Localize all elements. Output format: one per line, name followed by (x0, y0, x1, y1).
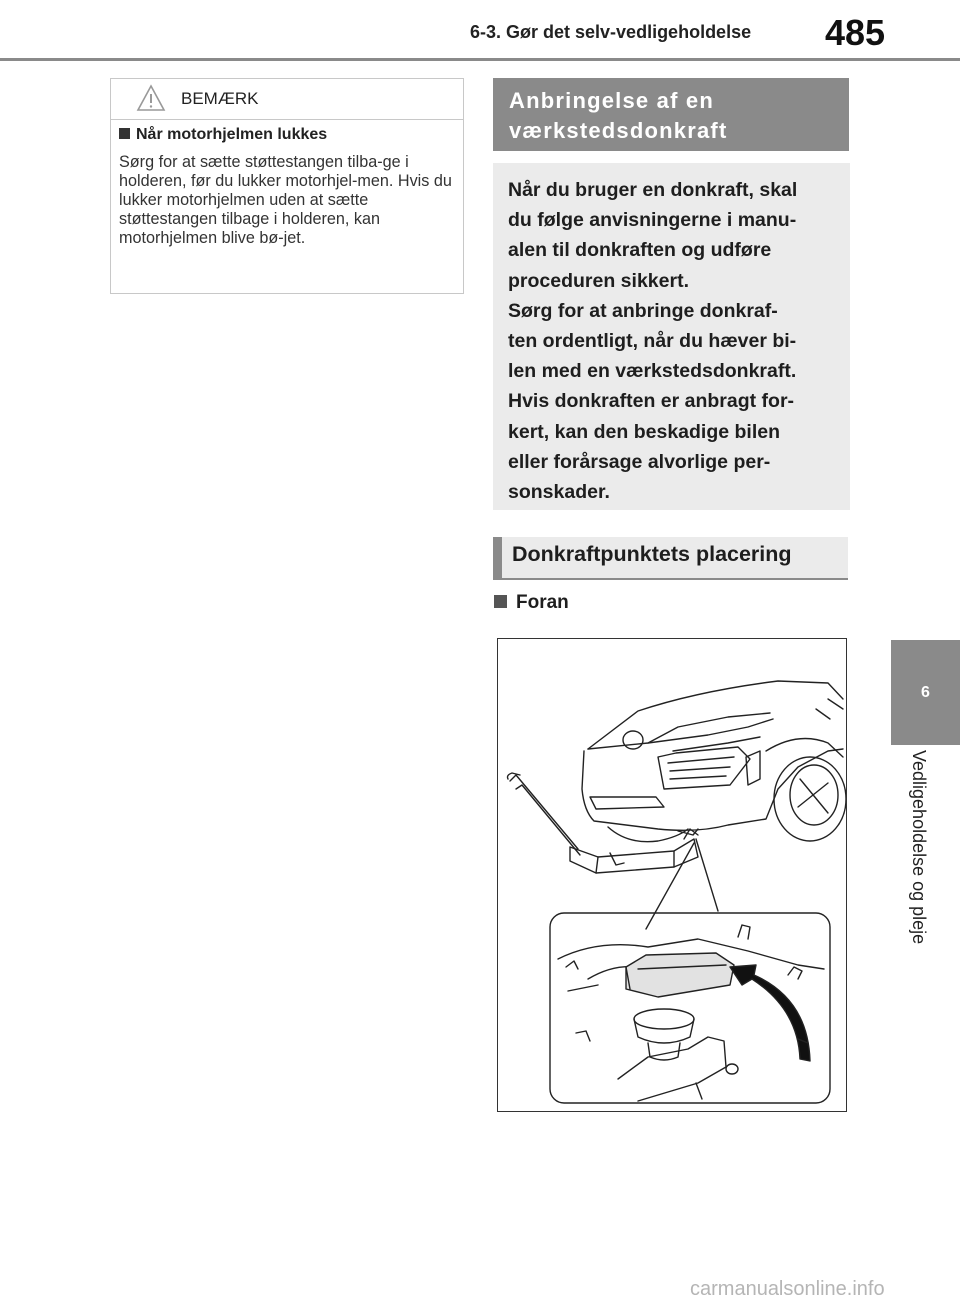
subheading-front (494, 592, 569, 614)
warning-triangle-icon (136, 84, 166, 117)
info-line: du følge anvisningerne i manu- (508, 209, 797, 232)
watermark: carmanualsonline.info (690, 1278, 885, 1300)
section-heading-jack (493, 78, 849, 151)
jack-point-figure (497, 638, 847, 1112)
info-line: Sørg for at anbringe donkraf- (508, 299, 778, 322)
info-box (493, 163, 850, 510)
info-line: Hvis donkraften er anbragt for- (508, 390, 795, 413)
info-line: alen til donkraften og udføre (508, 239, 772, 262)
square-bullet-icon (494, 595, 507, 608)
section-heading-line: værkstedsdonkraft (509, 118, 728, 143)
car-jack-front-illustration (498, 639, 846, 1111)
info-line: len med en værkstedsdonkraft. (508, 360, 797, 383)
square-bullet-icon (119, 128, 130, 139)
note-header (111, 79, 463, 120)
info-line: kert, kan den beskadige bilen (508, 420, 781, 443)
note-body-text: Sørg for at sætte støttestangen tilba-ge i holderen, før du lukker motorhjel-men. Hvis du lukker motorhjelmen uden at sætte støttestangen tilbage i holderen, kan motorhjelmen blive bø-jet. (119, 153, 452, 247)
header-divider (0, 58, 960, 61)
note-subheading-text: Når motorhjelmen lukkes (136, 126, 328, 143)
info-line: proceduren sikkert. (508, 269, 689, 292)
chapter-tab-label: Vedligeholdelse og pleje (909, 750, 929, 945)
section-heading-location: Donkraftpunktets placering (493, 537, 848, 580)
info-line: sonskader. (508, 481, 610, 504)
info-line: Når du bruger en donkraft, skal (508, 179, 798, 201)
subheading-front-text: Foran (516, 592, 569, 613)
note-box (110, 78, 464, 294)
section-header: 6-3. Gør det selv-vedligeholdelse (470, 22, 752, 42)
page-number: 485 (825, 12, 886, 53)
note-subheading (119, 126, 453, 144)
info-line: ten ordentligt, når du hæver bi- (508, 330, 797, 353)
chapter-tab-number: 6 (891, 640, 960, 745)
section-heading-line: Anbringelse af en (509, 88, 714, 113)
note-title: BEMÆRK (181, 89, 259, 108)
info-line: eller forårsage alvorlige per- (508, 450, 771, 473)
